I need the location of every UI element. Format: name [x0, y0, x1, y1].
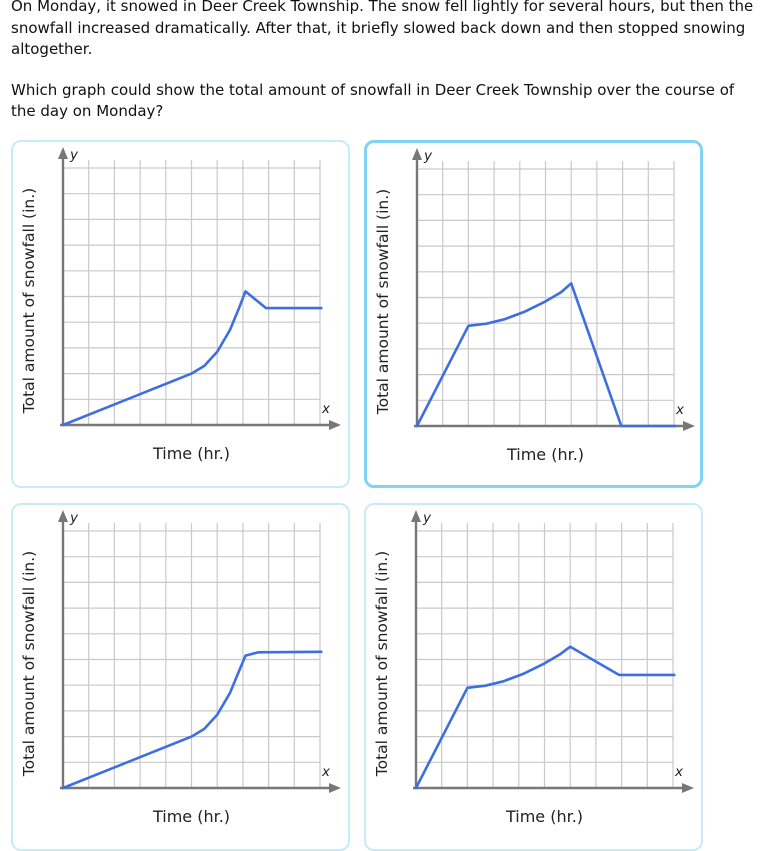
x-axis-letter: x	[675, 764, 683, 780]
x-axis-arrow-icon	[329, 420, 341, 430]
question-paragraph: On Monday, it snowed in Deer Creek Township. The snow fell lightly for several hours, but then the snowfall increased dramatically. After that, it briefly slowed back down and then stopped snowing altogether.	[11, 0, 754, 58]
x-axis-letter: x	[322, 764, 330, 780]
snowfall-line-chart	[367, 143, 702, 487]
y-axis-label: Total amount of snowfall (in.)	[20, 550, 38, 777]
y-axis-letter: y	[423, 510, 431, 526]
x-axis-letter: x	[676, 402, 684, 418]
axes	[58, 147, 341, 430]
graph-option-2[interactable]	[364, 140, 703, 488]
snowfall-line-chart	[13, 142, 348, 486]
y-axis-label: Total amount of snowfall (in.)	[374, 188, 392, 415]
y-axis-arrow-icon	[58, 147, 68, 159]
y-axis-label: Total amount of snowfall (in.)	[20, 187, 38, 414]
graph-option-3[interactable]	[11, 503, 350, 851]
y-axis-arrow-icon	[58, 510, 68, 522]
x-axis-label: Time (hr.)	[506, 445, 585, 464]
question-text-block	[11, 0, 762, 123]
data-line	[417, 283, 675, 426]
snowfall-line-chart	[366, 505, 701, 849]
y-axis-letter: y	[70, 510, 78, 526]
x-axis-arrow-icon	[329, 783, 341, 793]
y-axis-letter: y	[424, 148, 432, 164]
axes	[412, 148, 695, 431]
axes	[411, 510, 694, 793]
x-axis-label: Time (hr.)	[152, 807, 231, 826]
y-axis-letter: y	[70, 147, 78, 163]
answer-options-grid	[11, 140, 703, 851]
data-line	[63, 291, 321, 425]
grid-lines	[63, 160, 320, 425]
data-line	[63, 652, 321, 788]
graph-option-4[interactable]	[364, 503, 703, 851]
y-axis-label: Total amount of snowfall (in.)	[373, 550, 391, 777]
x-axis-arrow-icon	[683, 421, 695, 431]
x-axis-letter: x	[322, 401, 330, 417]
snowfall-line-chart	[13, 505, 348, 849]
y-axis-arrow-icon	[411, 510, 421, 522]
y-axis-arrow-icon	[412, 148, 422, 160]
graph-option-1[interactable]	[11, 140, 350, 488]
grid-lines	[416, 523, 673, 788]
question-prompt: Which graph could show the total amount of snowfall in Deer Creek Township over the course of the day on Monday?	[11, 80, 735, 120]
data-line	[416, 647, 674, 788]
x-axis-label: Time (hr.)	[505, 807, 584, 826]
x-axis-arrow-icon	[682, 783, 694, 793]
grid-lines	[63, 523, 320, 788]
grid-lines	[417, 161, 674, 426]
x-axis-label: Time (hr.)	[152, 444, 231, 463]
